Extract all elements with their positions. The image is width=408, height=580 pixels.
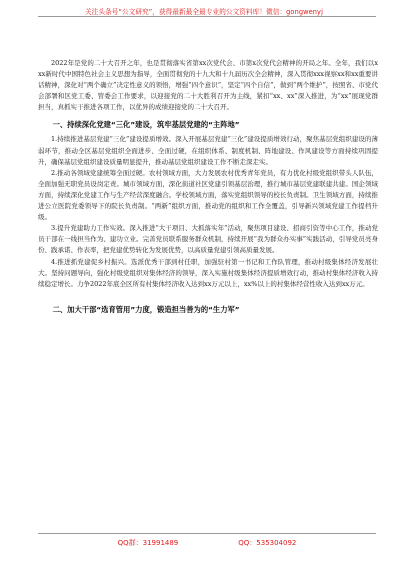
- paragraph-1-4: 4.推进抓党建促乡村振兴。选派优秀干部到村任职，加强驻村第一书记和工作队管理，推动村级集体经济发展壮大。坚持问题导向，强化村级党组织对集体经济的领导，深入实施村级集体经济提质增效行动，推动村集体经济收入持续稳定增长。力争2022年底全区所有村集体经济收入达到xx万元以上，xx%以上的村集体经营性收入达到xx万元。: [38, 257, 378, 288]
- section-heading-1: 一、持续深化党建“三化”建设，筑牢基层党建的“主阵地”: [52, 120, 240, 130]
- intro-paragraph: 2022年是党的二十大召开之年，也是贯彻落实省第xx次党代会、市第x次党代会精神的开局之年。全年，我们以xxx新时代中国特色社会主义思想为指导，全面贯彻党的十九大和十九届历次全会精神，深入贯彻xxx视察xx和xx重要讲话精神，深化对“两个确立”决定性意义的领悟，增强“四个意识”，坚定“四个自信”，做到“两个维护”，按照省、市党代会部署和区党工委、管委会工作要求，以迎接党的二十大胜利召开为主线，紧扣“xx、xx”深入推进，为“xx”展现党群担当，真抓实干推进各项工作，以优异的成绩迎接党的二十大召开。: [38, 59, 378, 112]
- header-banner: 关注头条号“公文研究”，获得最新最全最专业的公文资料库！微信：gongwenyj: [85, 8, 323, 16]
- section-heading-2: 二、加大干部“选育管用”力度，锻造担当善为的“生力军”: [52, 304, 240, 314]
- footer-qq-group: QQ群：31991489: [117, 539, 179, 547]
- footer: [38, 538, 376, 548]
- document-body: [38, 58, 378, 319]
- footer-qq: QQ：535304092: [238, 539, 297, 547]
- spacer: [38, 290, 378, 298]
- header-divider: [38, 16, 376, 17]
- paragraph-1-1: 1.持续推进基层党建“三化”建设提质增效。深入开展基层党建“三化”建设提质增效行动，聚焦基层党组织建设的薄弱环节，推动全区基层党组织全面进步、全面过硬，在组织体系、制度机制、阵地建设、作风建设等方面持续巩固提升，确保基层党组织建设质量明显提升，推动基层党组织建设工作不断走深走实。: [38, 135, 378, 166]
- paragraph-1-3: 3.提升党建助力工作实效。深入推进“大干项目、大抓落实年”活动，聚焦项目建设、招商引资等中心工作，推动党员干部在一线担当作为、建功立业。完善党员联系服务群众机制，持续开展“我为群众办实事”实践活动，引导党员亮身份、践承诺、作表率，把党建优势转化为发展优势，以高质量党建引领高质量发展。: [38, 224, 378, 255]
- paragraph-1-2: 2.推动各领域党建统筹全面过硬。农村领域方面，大力发展农村优秀青年党员，有力优化村级党组织带头人队伍，全面加强无职党员设岗定责。城市领域方面，深化街道社区党建引领基层治理，推行城市基层党建联建共建。国企领域方面，持续深化党建工作与生产经营深度融合。学校领域方面，落实党组织领导的校长负责制。卫生领域方面，持续推进公立医院党委领导下的院长负责制。“两新”组织方面，推动党的组织和工作全覆盖，引导新兴领域党建工作提档升级。: [38, 168, 378, 222]
- footer-divider: [38, 533, 376, 534]
